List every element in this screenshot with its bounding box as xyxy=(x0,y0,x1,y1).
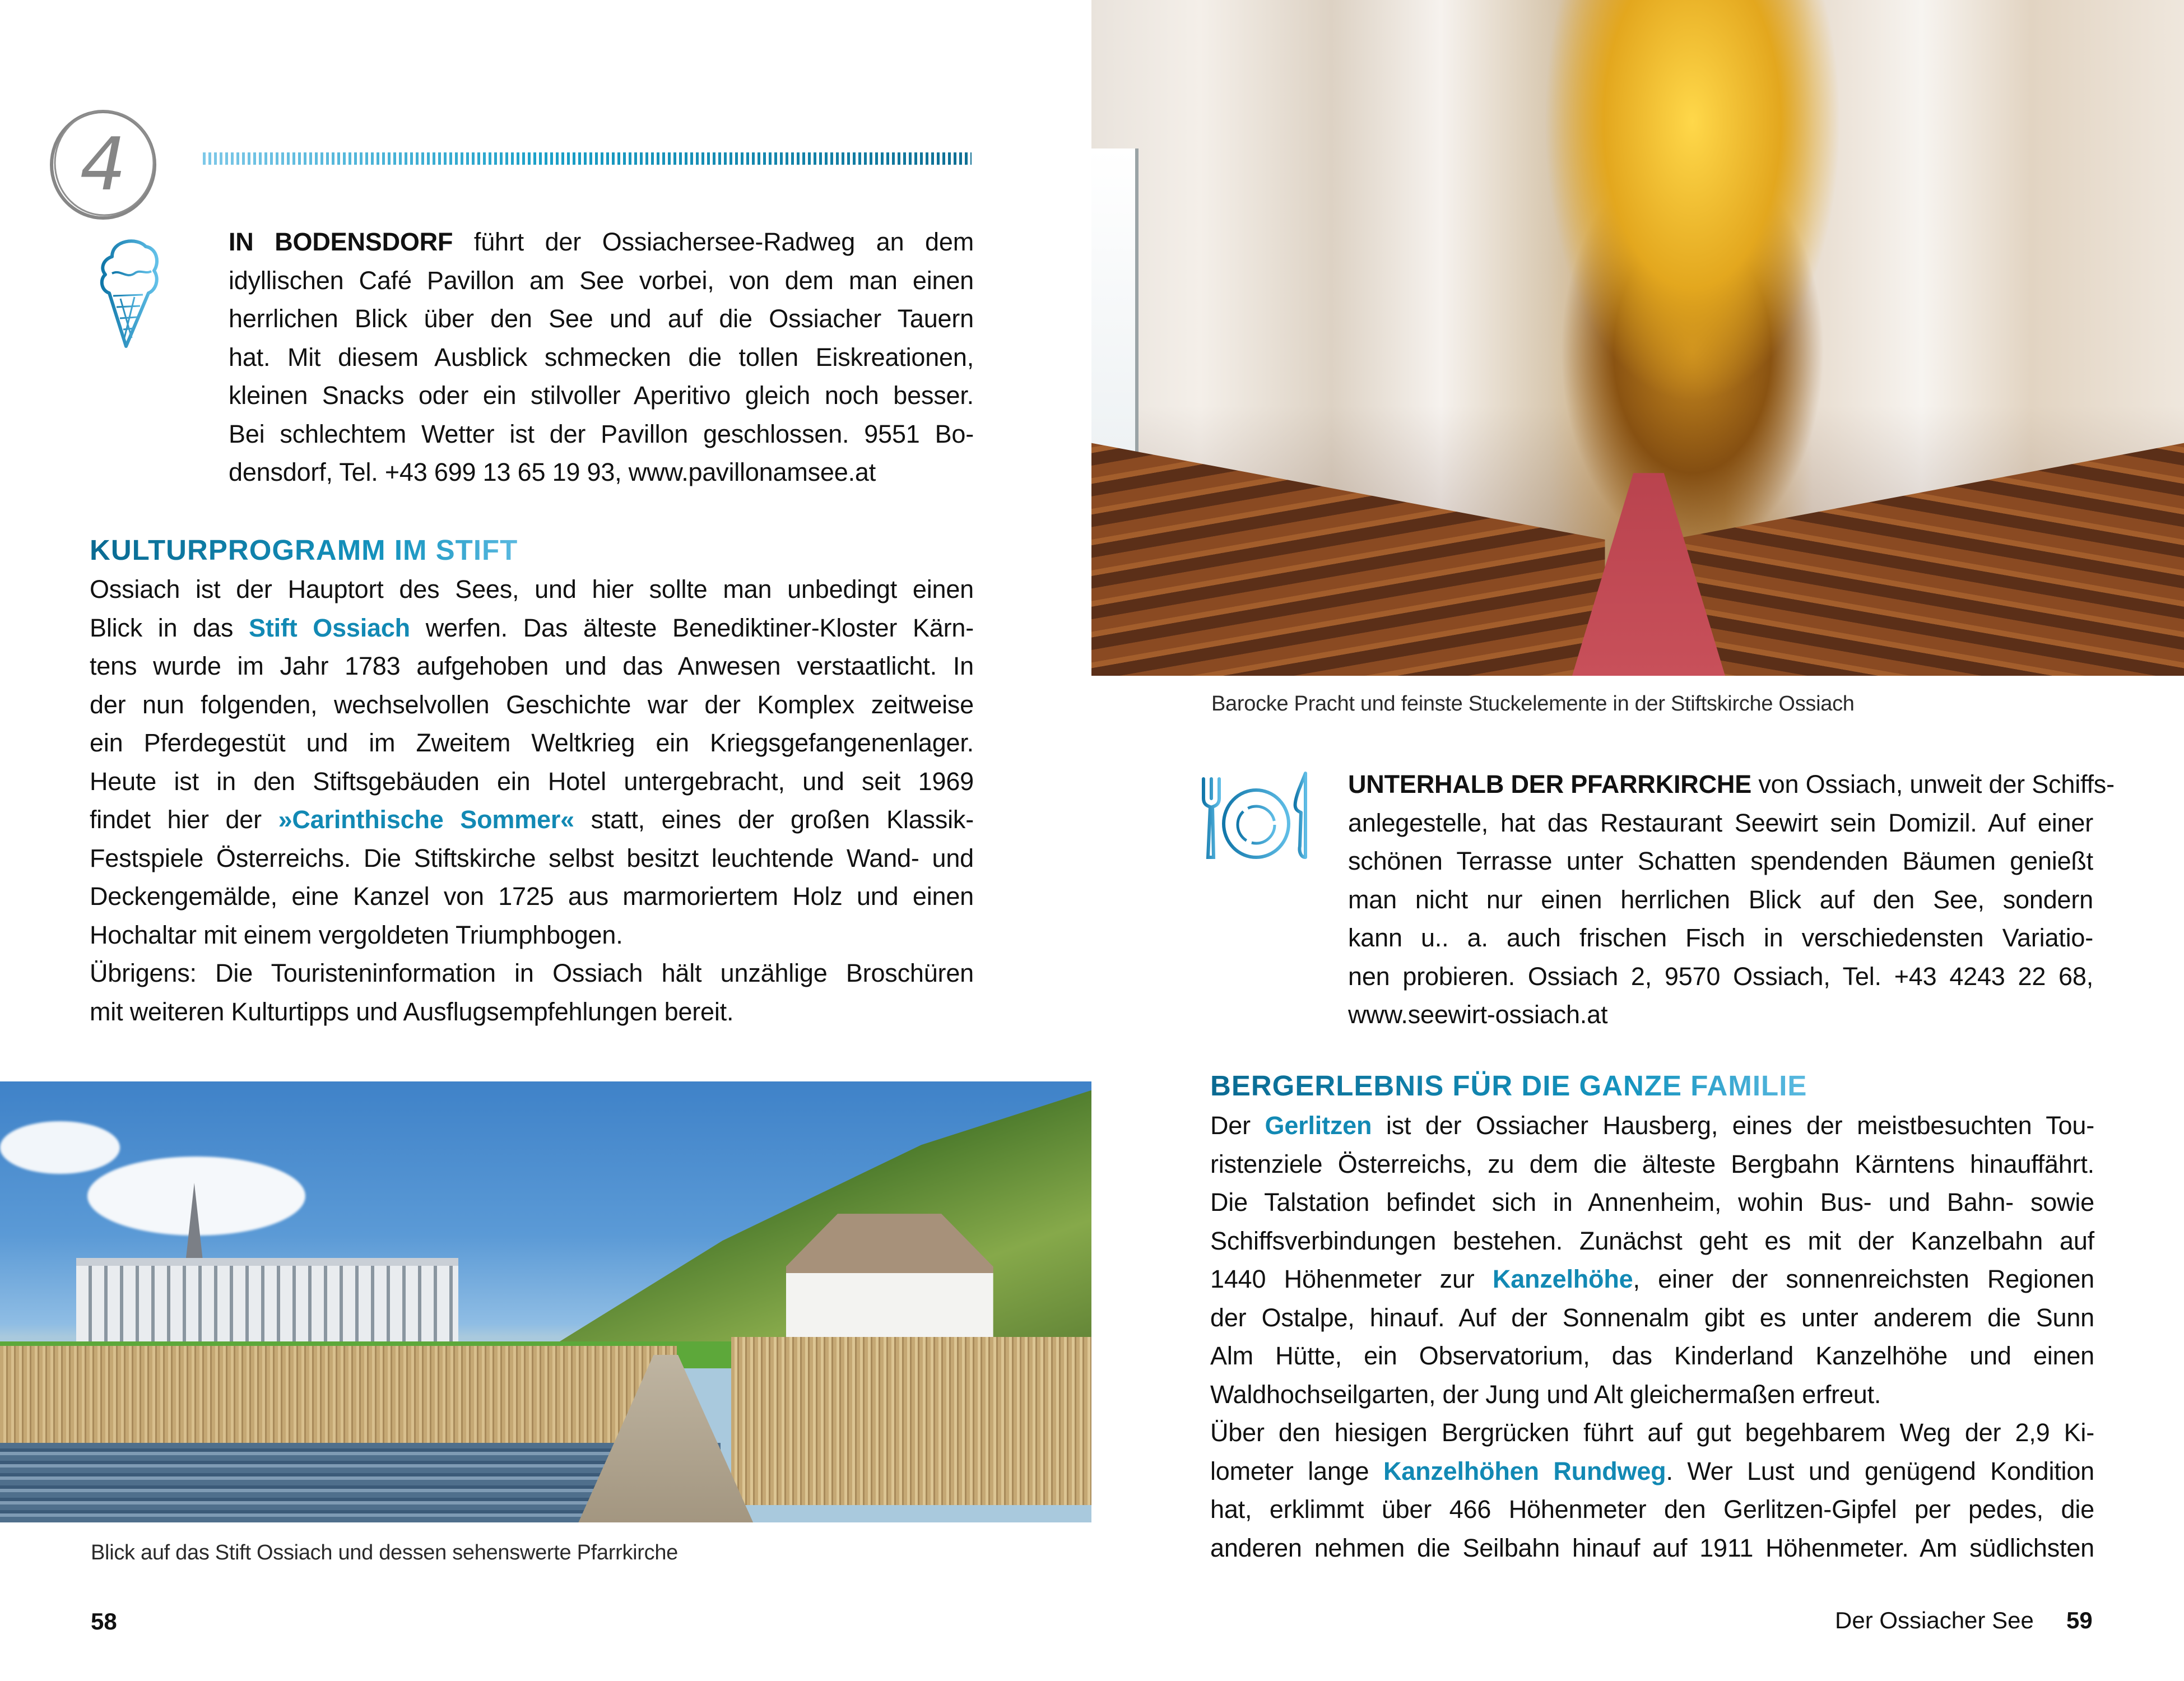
text-run: Die Talstation befindet sich in Annenheim, wohin Bus- und Bahn- sowie xyxy=(1210,1188,2094,1216)
decorative-divider xyxy=(203,152,972,165)
running-title: Der Ossiacher See xyxy=(1835,1607,2034,1633)
text-run: findet hier der xyxy=(90,805,278,834)
plate-fork-knife-icon xyxy=(1193,768,1314,863)
highlighted-term: »Carinthische Sommer« xyxy=(278,805,574,834)
text-line xyxy=(1210,1337,2094,1376)
text-run: statt, eines der großen Klassik- xyxy=(574,805,974,834)
text-run: Über den hiesigen Bergrücken führt auf gut begehbarem Weg der 2,9 Ki- xyxy=(1210,1418,2094,1447)
text-line xyxy=(1210,1490,2094,1529)
restaurant-tip-text: UNTERHALB DER PFARRKIRCHE von Ossiach, unweit der Schiffs- anlegestelle, hat das Restaurant Seewirt sein Domizil. Auf einer schönen Terrasse unter Schatten spendenden Bäumen genießt man nicht nur einen herrlichen Blick auf den See, sondern kann u.. a. auch frischen Fisch in verschiedensten Variatio- nen probieren. Ossiach 2, 9570 Ossiach, Tel. +43 4243 22 68, www.seewirt-ossiach.at xyxy=(1348,770,2115,1029)
page-number-right: 59 xyxy=(2066,1607,2093,1633)
text-run: Waldhochseilgarten, der Jung und Alt gleichermaßen erfreut. xyxy=(1210,1380,1881,1409)
text-run: Festspiele Österreichs. Die Stiftskirche selbst besitzt leuchtende Wand- und xyxy=(90,843,974,872)
text-run: werfen. Das älteste Benediktiner-Kloster Kärn- xyxy=(410,613,974,642)
text-run: . Wer Lust und genügend Kondition xyxy=(1666,1456,2094,1485)
text-line xyxy=(90,801,974,839)
text-run: , einer der sonnenreichsten Regionen xyxy=(1633,1265,2094,1293)
photo-stiftskirche-interior xyxy=(1091,0,2184,676)
highlighted-term: Gerlitzen xyxy=(1265,1111,1372,1140)
text-run: mit weiteren Kulturtipps und Ausflugsempfehlungen bereit. xyxy=(90,997,734,1026)
ice-cream-tip-text: IN BODENSDORF führt der Ossiachersee-Radweg an dem idyllischen Café Pavillon am See vorbei, von dem man einen herrlichen Blick über den See und auf die Ossiacher Tauern hat. Mit diesem Ausblick schmecken die tollen Eiskreationen, kleinen Snacks oder ein stilvoller Aperitivo gleich noch besser. Bei schlechtem Wetter ist der Pavillon geschlossen. 9551 Bo- densdorf, Tel. +43 699 13 65 19 93, www.pavillonamsee.at xyxy=(229,227,974,486)
text-line xyxy=(90,686,974,725)
text-run: ist der Ossiacher Hausberg, eines der meistbesuchten Tou- xyxy=(1372,1111,2094,1140)
section-heading-bergerlebnis: BERGERLEBNIS FÜR DIE GANZE FAMILIE xyxy=(1210,1070,1807,1102)
photo-caption-lake: Blick auf das Stift Ossiach und dessen sehenswerte Pfarrkirche xyxy=(91,1541,679,1564)
reeds xyxy=(731,1337,1091,1504)
text-run: lometer lange xyxy=(1210,1456,1383,1485)
text-line xyxy=(1210,1107,2094,1145)
text-run: Heute ist in den Stiftsgebäuden ein Hotel untergebracht, und seit 1969 xyxy=(90,767,974,796)
highlighted-term: Kanzelhöhen Rundweg xyxy=(1383,1456,1666,1485)
text-line xyxy=(90,609,974,648)
text-line xyxy=(1210,1260,2094,1299)
chapter-number: 4 xyxy=(80,122,127,207)
photo-stift-ossiach-lake xyxy=(0,1081,1091,1522)
text-run: Schiffsverbindungen bestehen. Zunächst geht es mit der Kanzelbahn auf xyxy=(1210,1226,2094,1255)
text-line xyxy=(1210,1452,2094,1491)
text-run: Hochaltar mit einem vergoldeten Triumphbogen. xyxy=(90,920,623,949)
text-run: Übrigens: Die Touristeninformation in Ossiach hält unzählige Broschüren xyxy=(90,959,974,987)
text-line xyxy=(1210,1145,2094,1184)
tip-lead: UNTERHALB DER PFARRKIRCHE xyxy=(1348,770,1752,798)
text-line xyxy=(90,839,974,878)
text-run: tens wurde im Jahr 1783 aufgehoben und das Anwesen verstaatlicht. In xyxy=(90,652,974,680)
text-line xyxy=(90,724,974,763)
text-line xyxy=(1210,1529,2094,1568)
cloud xyxy=(0,1121,120,1174)
text-run: Alm Hütte, ein Observatorium, das Kinderland Kanzelhöhe und einen xyxy=(1210,1341,2094,1370)
text-line xyxy=(1210,1183,2094,1222)
section-heading-kulturprogramm: KULTURPROGRAMM IM STIFT xyxy=(90,534,518,566)
photo-caption-church: Barocke Pracht und feinste Stuckelemente in der Stiftskirche Ossiach xyxy=(1211,692,1855,716)
text-run: ristenziele Österreichs, zu dem die älteste Bergbahn Kärntens hinauffährt. xyxy=(1210,1149,2094,1178)
text-line xyxy=(90,993,974,1032)
highlighted-term: Stift Ossiach xyxy=(249,613,410,642)
tip-lead: IN BODENSDORF xyxy=(229,227,453,256)
text-run: anderen nehmen die Seilbahn hinauf auf 1911 Höhenmeter. Am südlichsten xyxy=(1210,1533,2094,1562)
text-run: Blick in das xyxy=(90,613,249,642)
text-run: 1440 Höhenmeter zur xyxy=(1210,1265,1493,1293)
pews xyxy=(1091,392,1605,676)
text-line xyxy=(1210,1414,2094,1452)
text-run: der Ostalpe, hinauf. Auf der Sonnenalm gibt es unter anderem die Sunn xyxy=(1210,1303,2094,1332)
text-run: ein Pferdegestüt und im Zweitem Weltkrieg ein Kriegsgefangenenlager. xyxy=(90,728,974,757)
text-run: Der xyxy=(1210,1111,1265,1140)
pews xyxy=(1671,392,2184,676)
text-line xyxy=(90,916,974,955)
church-window xyxy=(1091,148,1139,453)
text-run: der nun folgenden, wechselvollen Geschichte war der Komplex zeitweise xyxy=(90,690,974,719)
text-run: hat, erklimmt über 466 Höhenmeter den Gerlitzen-Gipfel per pedes, die xyxy=(1210,1495,2094,1524)
bergerlebnis-body-text xyxy=(1210,1107,2094,1567)
text-line xyxy=(90,763,974,801)
text-run: Deckengemälde, eine Kanzel von 1725 aus marmoriertem Holz und einen xyxy=(90,882,974,911)
text-line xyxy=(90,570,974,609)
kulturprogramm-body-text xyxy=(90,570,974,1031)
text-line xyxy=(1210,1376,2094,1414)
text-line xyxy=(90,877,974,916)
text-line xyxy=(90,647,974,686)
ice-cream-cone-icon xyxy=(95,234,162,352)
numbered-circle-icon xyxy=(46,106,161,221)
text-run: Ossiach ist der Hauptort des Sees, und hier sollte man unbedingt einen xyxy=(90,575,974,603)
text-line xyxy=(90,954,974,993)
text-line xyxy=(1210,1222,2094,1261)
page-number-left: 58 xyxy=(91,1608,117,1634)
text-line xyxy=(1210,1299,2094,1338)
highlighted-term: Kanzelhöhe xyxy=(1492,1265,1633,1293)
chapter-number-badge xyxy=(46,106,161,221)
